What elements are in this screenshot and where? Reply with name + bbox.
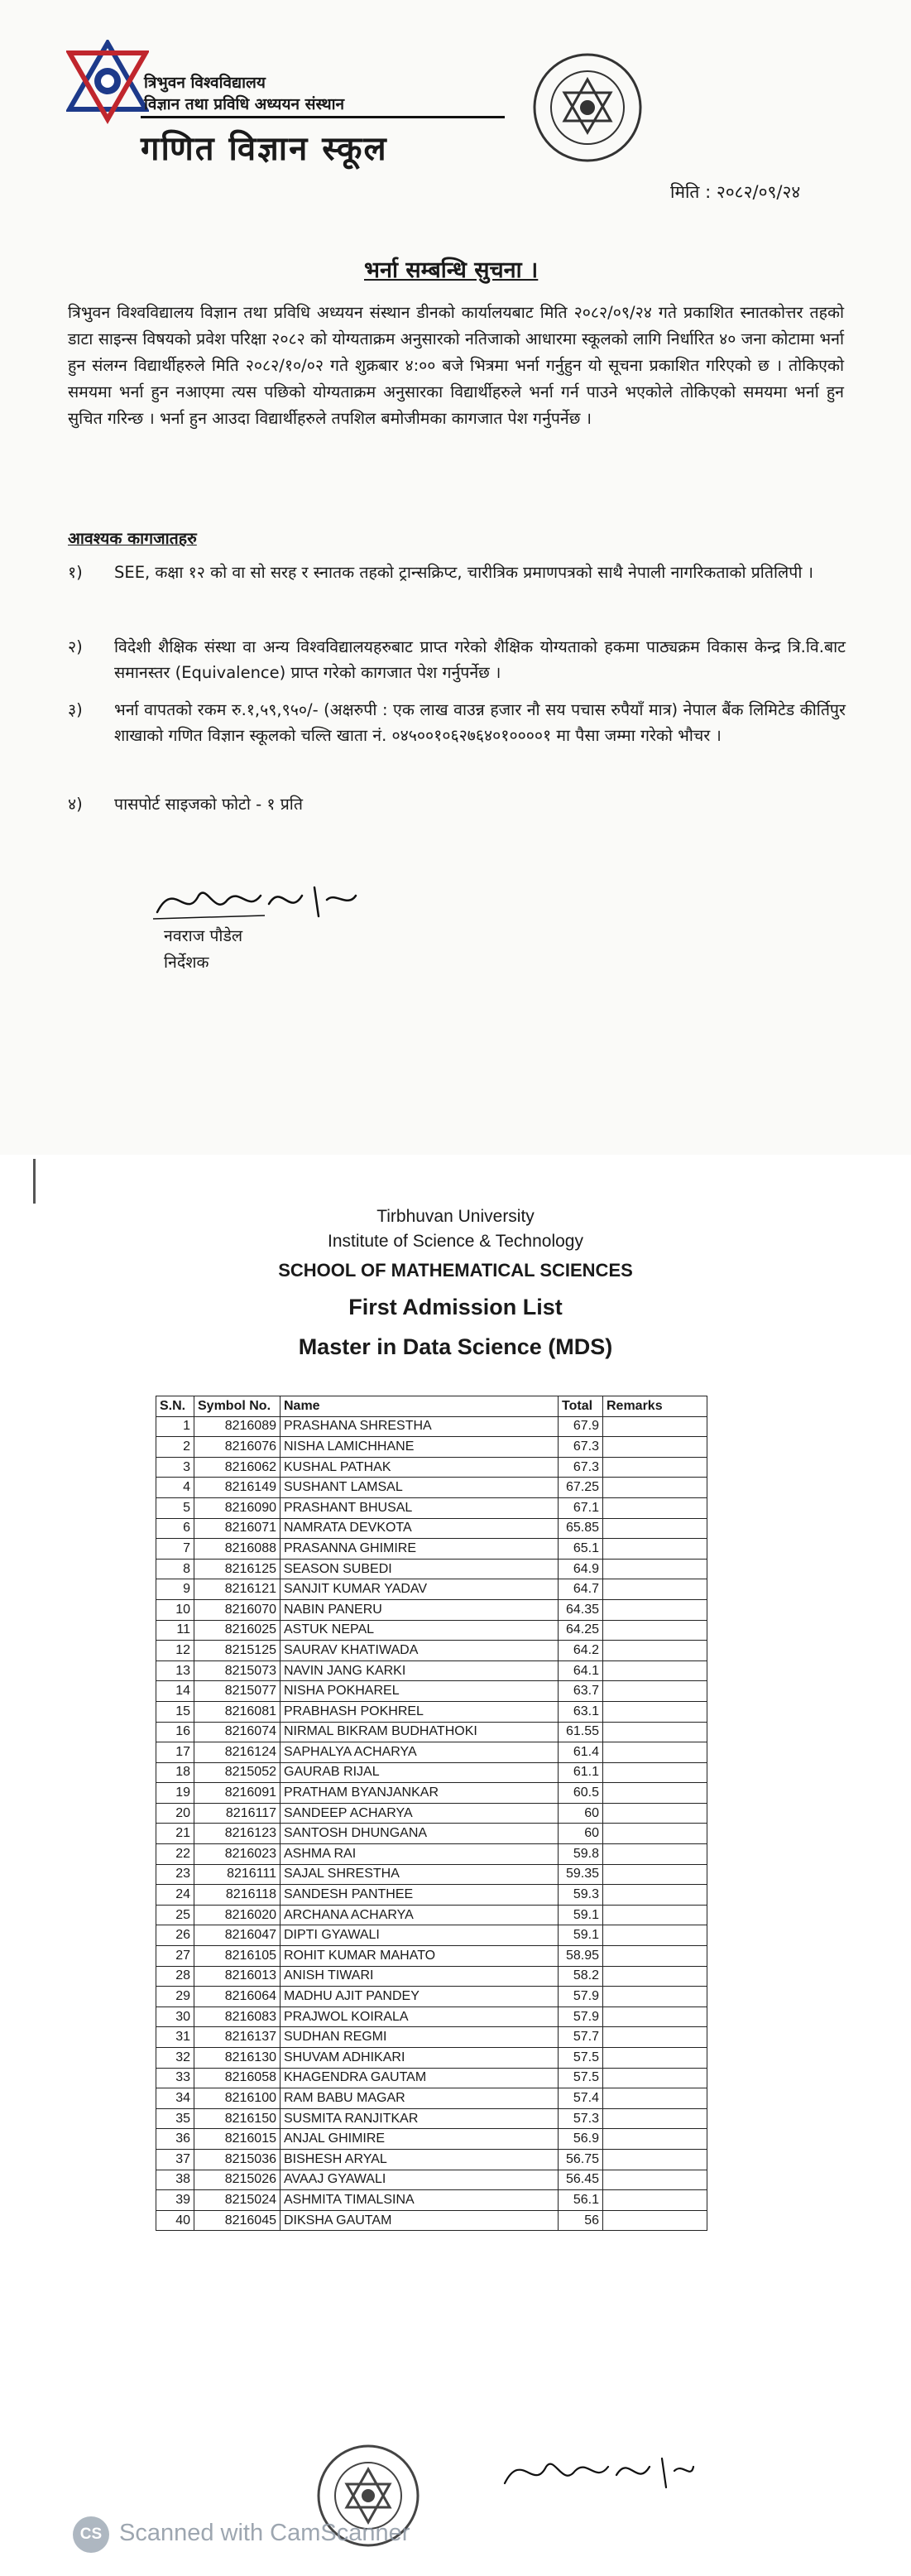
cell-name: SUSHANT LAMSAL bbox=[280, 1478, 559, 1498]
cell-remarks bbox=[603, 2006, 707, 2027]
cell-name: PRASANNA GHIMIRE bbox=[280, 1539, 559, 1560]
cell-remarks bbox=[603, 1885, 707, 1906]
cell-sn: 6 bbox=[156, 1518, 194, 1539]
cell-name: PRASHANT BHUSAL bbox=[280, 1497, 559, 1518]
header-rule bbox=[141, 116, 505, 118]
cell-name: SANJIT KUMAR YADAV bbox=[280, 1579, 559, 1600]
cell-remarks bbox=[603, 2129, 707, 2150]
cell-remarks bbox=[603, 1987, 707, 2007]
table-row bbox=[156, 1497, 707, 1518]
cell-total: 59.1 bbox=[559, 1925, 603, 1946]
header-sn: S.N. bbox=[156, 1396, 194, 1417]
cell-symbol: 8216015 bbox=[194, 2129, 280, 2150]
cell-sn: 10 bbox=[156, 1599, 194, 1620]
table-row bbox=[156, 2190, 707, 2211]
cell-total: 67.1 bbox=[559, 1497, 603, 1518]
cell-name: GAURAB RIJAL bbox=[280, 1762, 559, 1783]
cell-symbol: 8216130 bbox=[194, 2048, 280, 2069]
list-program: Master in Data Science (MDS) bbox=[298, 1334, 613, 1359]
cell-symbol: 8216076 bbox=[194, 1437, 280, 1458]
cell-symbol: 8215026 bbox=[194, 2170, 280, 2190]
requirement-number: २) bbox=[68, 637, 83, 656]
cell-name: ROHIT KUMAR MAHATO bbox=[280, 1946, 559, 1967]
cell-sn: 24 bbox=[156, 1885, 194, 1906]
cell-symbol: 8216088 bbox=[194, 1539, 280, 1560]
cell-sn: 4 bbox=[156, 1478, 194, 1498]
cell-name: SUDHAN REGMI bbox=[280, 2027, 559, 2048]
cell-remarks bbox=[603, 1905, 707, 1925]
requirement-number: १) bbox=[68, 563, 83, 582]
cell-total: 58.95 bbox=[559, 1946, 603, 1967]
cell-name: SANTOSH DHUNGANA bbox=[280, 1824, 559, 1844]
cell-remarks bbox=[603, 1722, 707, 1742]
cell-remarks bbox=[603, 2149, 707, 2170]
cell-remarks bbox=[603, 2088, 707, 2109]
cell-symbol: 8215052 bbox=[194, 1762, 280, 1783]
requirement-number: ४) bbox=[68, 795, 83, 814]
cell-name: KHAGENDRA GAUTAM bbox=[280, 2068, 559, 2088]
header-remarks: Remarks bbox=[603, 1396, 707, 1417]
cell-symbol: 8216137 bbox=[194, 2027, 280, 2048]
cell-remarks bbox=[603, 2190, 707, 2211]
cell-symbol: 8216074 bbox=[194, 1722, 280, 1742]
cell-remarks bbox=[603, 2027, 707, 2048]
cell-sn: 13 bbox=[156, 1660, 194, 1681]
cell-sn: 5 bbox=[156, 1497, 194, 1518]
table-row bbox=[156, 1946, 707, 1967]
cell-symbol: 8216064 bbox=[194, 1987, 280, 2007]
cell-sn: 26 bbox=[156, 1925, 194, 1946]
cell-total: 67.3 bbox=[559, 1457, 603, 1478]
cell-name: ASTUK NEPAL bbox=[280, 1620, 559, 1641]
requirement-item bbox=[68, 634, 846, 685]
cell-sn: 3 bbox=[156, 1457, 194, 1478]
cell-symbol: 8215036 bbox=[194, 2149, 280, 2170]
cell-remarks bbox=[603, 1579, 707, 1600]
cell-remarks bbox=[603, 1966, 707, 1987]
cell-remarks bbox=[603, 1864, 707, 1885]
admission-table bbox=[156, 1396, 707, 2231]
cell-sn: 20 bbox=[156, 1803, 194, 1824]
cell-name: BISHESH ARYAL bbox=[280, 2149, 559, 2170]
cell-total: 56 bbox=[559, 2210, 603, 2231]
table-row bbox=[156, 1539, 707, 1560]
institute-name: विज्ञान तथा प्रविधि अध्ययन संस्थान bbox=[144, 95, 345, 113]
cell-sn: 28 bbox=[156, 1966, 194, 1987]
list-title: First Admission List bbox=[348, 1295, 563, 1319]
cell-sn: 33 bbox=[156, 2068, 194, 2088]
cell-name: DIKSHA GAUTAM bbox=[280, 2210, 559, 2231]
cell-total: 57.5 bbox=[559, 2068, 603, 2088]
cell-total: 56.9 bbox=[559, 2129, 603, 2150]
cell-symbol: 8216149 bbox=[194, 1478, 280, 1498]
requirement-text: विदेशी शैक्षिक संस्था वा अन्य विश्वविद्यालयहरुबाट प्राप्त गरेको शैक्षिक योग्यताको हकमा पाठ्यक्रम विकास केन्द्र त्रि.वि.बाट समानस्तर (Equivalence) प्राप्त गरेको कागजात पेश गर्नुपर्नेछ । bbox=[114, 637, 846, 682]
cell-symbol: 8215024 bbox=[194, 2190, 280, 2211]
cell-total: 56.45 bbox=[559, 2170, 603, 2190]
cell-name: SEASON SUBEDI bbox=[280, 1559, 559, 1579]
director-signature bbox=[149, 871, 364, 929]
cell-sn: 14 bbox=[156, 1681, 194, 1702]
cell-sn: 2 bbox=[156, 1437, 194, 1458]
table-row bbox=[156, 1681, 707, 1702]
cell-total: 58.2 bbox=[559, 1966, 603, 1987]
requirement-text: पासपोर्ट साइजको फोटो - १ प्रति bbox=[114, 795, 303, 814]
cell-symbol: 8216089 bbox=[194, 1416, 280, 1437]
cell-name: SANDEEP ACHARYA bbox=[280, 1803, 559, 1824]
cell-sn: 36 bbox=[156, 2129, 194, 2150]
cell-sn: 19 bbox=[156, 1783, 194, 1804]
table-row bbox=[156, 1885, 707, 1906]
cell-symbol: 8216117 bbox=[194, 1803, 280, 1824]
cell-remarks bbox=[603, 1824, 707, 1844]
cell-sn: 35 bbox=[156, 2108, 194, 2129]
cell-sn: 17 bbox=[156, 1742, 194, 1763]
cell-symbol: 8215077 bbox=[194, 1681, 280, 1702]
cell-name: NISHA POKHAREL bbox=[280, 1681, 559, 1702]
cell-name: KUSHAL PATHAK bbox=[280, 1457, 559, 1478]
list-signature bbox=[496, 2442, 695, 2500]
cell-total: 57.9 bbox=[559, 2006, 603, 2027]
scan-edge-mark bbox=[33, 1159, 36, 1204]
cell-remarks bbox=[603, 1599, 707, 1620]
requirement-number: ३) bbox=[68, 700, 83, 719]
cell-total: 64.7 bbox=[559, 1579, 603, 1600]
table-row bbox=[156, 2108, 707, 2129]
cell-remarks bbox=[603, 1620, 707, 1641]
cell-name: SAPHALYA ACHARYA bbox=[280, 1742, 559, 1763]
cell-sn: 39 bbox=[156, 2190, 194, 2211]
cell-sn: 15 bbox=[156, 1701, 194, 1722]
cell-symbol: 8216091 bbox=[194, 1783, 280, 1804]
table-row bbox=[156, 1579, 707, 1600]
requirement-text: भर्ना वापतको रकम रु.१,५९,९५०/- (अक्षरुपी : एक लाख वाउन्न हजार नौ सय पचास रुपैयाँ मात्र) नेपाल बैंक लिमिटेड कीर्तिपुर शाखाको गणित विज्ञान स्कूलको चल्ति खाता नं. ०४५००१०६२७६४०१००००१ मा पैसा जम्मा गरेको भौचर । bbox=[114, 700, 846, 745]
cell-name: ASHMA RAI bbox=[280, 1844, 559, 1865]
cell-remarks bbox=[603, 1559, 707, 1579]
notice-title: भर्ना सम्बन्धि सुचना । bbox=[364, 257, 539, 283]
table-row bbox=[156, 2068, 707, 2088]
signer-title: निर्देशक bbox=[164, 953, 209, 972]
cell-remarks bbox=[603, 1478, 707, 1498]
table-row bbox=[156, 2170, 707, 2190]
cell-name: ASHMITA TIMALSINA bbox=[280, 2190, 559, 2211]
cell-name: NIRMAL BIKRAM BUDHATHOKI bbox=[280, 1722, 559, 1742]
table-row bbox=[156, 1783, 707, 1804]
requirement-item bbox=[68, 791, 846, 817]
table-row bbox=[156, 1966, 707, 1987]
cell-symbol: 8216121 bbox=[194, 1579, 280, 1600]
table-row bbox=[156, 1864, 707, 1885]
cell-symbol: 8216020 bbox=[194, 1905, 280, 1925]
cell-name: ANISH TIWARI bbox=[280, 1966, 559, 1987]
cell-remarks bbox=[603, 1437, 707, 1458]
cell-sn: 9 bbox=[156, 1579, 194, 1600]
cell-remarks bbox=[603, 1844, 707, 1865]
cell-symbol: 8216070 bbox=[194, 1599, 280, 1620]
cell-symbol: 8216025 bbox=[194, 1620, 280, 1641]
cell-total: 64.9 bbox=[559, 1559, 603, 1579]
table-row bbox=[156, 1641, 707, 1661]
table-row bbox=[156, 1742, 707, 1763]
cell-name: PRASHANA SHRESTHA bbox=[280, 1416, 559, 1437]
cell-symbol: 8216150 bbox=[194, 2108, 280, 2129]
official-seal bbox=[530, 50, 645, 166]
cell-symbol: 8216123 bbox=[194, 1824, 280, 1844]
cell-symbol: 8216124 bbox=[194, 1742, 280, 1763]
list-school: SCHOOL OF MATHEMATICAL SCIENCES bbox=[278, 1260, 633, 1281]
cell-symbol: 8216105 bbox=[194, 1946, 280, 1967]
cell-sn: 23 bbox=[156, 1864, 194, 1885]
cell-remarks bbox=[603, 1925, 707, 1946]
table-row bbox=[156, 1437, 707, 1458]
cell-total: 56.1 bbox=[559, 2190, 603, 2211]
cell-sn: 25 bbox=[156, 1905, 194, 1925]
cell-remarks bbox=[603, 2108, 707, 2129]
table-row bbox=[156, 1701, 707, 1722]
cell-remarks bbox=[603, 1497, 707, 1518]
cell-sn: 18 bbox=[156, 1762, 194, 1783]
cell-remarks bbox=[603, 1762, 707, 1783]
list-university: Tirbhuvan University bbox=[376, 1207, 535, 1226]
list-institute: Institute of Science & Technology bbox=[328, 1232, 583, 1251]
cell-sn: 1 bbox=[156, 1416, 194, 1437]
cell-name: NAVIN JANG KARKI bbox=[280, 1660, 559, 1681]
cell-sn: 7 bbox=[156, 1539, 194, 1560]
cell-symbol: 8216081 bbox=[194, 1701, 280, 1722]
cell-total: 61.1 bbox=[559, 1762, 603, 1783]
requirement-item bbox=[68, 697, 846, 748]
camscanner-logo: CS bbox=[73, 2516, 109, 2553]
cell-sn: 11 bbox=[156, 1620, 194, 1641]
cell-symbol: 8216125 bbox=[194, 1559, 280, 1579]
cell-sn: 8 bbox=[156, 1559, 194, 1579]
cell-sn: 27 bbox=[156, 1946, 194, 1967]
cell-total: 57.5 bbox=[559, 2048, 603, 2069]
requirement-item bbox=[68, 560, 846, 585]
cell-total: 60 bbox=[559, 1824, 603, 1844]
cell-name: DIPTI GYAWALI bbox=[280, 1925, 559, 1946]
table-row bbox=[156, 2149, 707, 2170]
table-row bbox=[156, 1762, 707, 1783]
notice-paragraph: त्रिभुवन विश्वविद्यालय विज्ञान तथा प्रविधि अध्ययन संस्थान डीनको कार्यालयबाट मिति २०८२/०९/२४ गते प्रकाशित स्नातकोत्तर तहको डाटा साइन्स विषयको प्रवेश परिक्षा २०८२ को योग्यताक्रम अनुसारको नतिजाको आधारमा स्कूलको लागि निर्धारित ४० जना कोटामा भर्ना हुन संलग्न विद्यार्थीहरुले मिति २०८२/१०/०२ गते शुक्रबार ४:०० बजे भित्रमा भर्ना गर्नुहुन यो सूचना प्रकाशित गरिएको छ । तोकिएको समयमा भर्ना हुन नआएमा त्यस पछिको योग्यताक्रम अनुसारका विद्यार्थीहरुले भर्ना गर्न पाउने भएकोले तोकिएको समयमा भर्ना हुन सुचित गरिन्छ । भर्ना हुन आउदा विद्यार्थीहरुले तपशिल बमोजीमका कागजात पेश गर्नुपर्नेछ । bbox=[68, 303, 844, 428]
table-row bbox=[156, 1987, 707, 2007]
table-row bbox=[156, 2129, 707, 2150]
signer-name: नवराज पौडेल bbox=[164, 926, 243, 945]
cell-total: 60 bbox=[559, 1803, 603, 1824]
table-row bbox=[156, 1518, 707, 1539]
table-row bbox=[156, 1620, 707, 1641]
cell-name: PRATHAM BYANJANKAR bbox=[280, 1783, 559, 1804]
table-row bbox=[156, 1457, 707, 1478]
cell-symbol: 8216058 bbox=[194, 2068, 280, 2088]
cell-total: 64.35 bbox=[559, 1599, 603, 1620]
table-header-row bbox=[156, 1396, 707, 1417]
table-row bbox=[156, 2088, 707, 2109]
cell-symbol: 8216045 bbox=[194, 2210, 280, 2231]
table-row bbox=[156, 1824, 707, 1844]
cell-total: 65.1 bbox=[559, 1539, 603, 1560]
cell-total: 64.1 bbox=[559, 1660, 603, 1681]
cell-sn: 21 bbox=[156, 1824, 194, 1844]
cell-remarks bbox=[603, 1681, 707, 1702]
cell-symbol: 8216062 bbox=[194, 1457, 280, 1478]
cell-sn: 29 bbox=[156, 1987, 194, 2007]
table-row bbox=[156, 1559, 707, 1579]
table-row bbox=[156, 2210, 707, 2231]
table-row bbox=[156, 2048, 707, 2069]
cell-sn: 34 bbox=[156, 2088, 194, 2109]
cell-sn: 31 bbox=[156, 2027, 194, 2048]
table-row bbox=[156, 1416, 707, 1437]
cell-remarks bbox=[603, 1660, 707, 1681]
cell-total: 64.2 bbox=[559, 1641, 603, 1661]
cell-name: NABIN PANERU bbox=[280, 1599, 559, 1620]
cell-total: 59.3 bbox=[559, 1885, 603, 1906]
cell-name: RAM BABU MAGAR bbox=[280, 2088, 559, 2109]
cell-remarks bbox=[603, 1742, 707, 1763]
cell-sn: 32 bbox=[156, 2048, 194, 2069]
cell-sn: 37 bbox=[156, 2149, 194, 2170]
cell-symbol: 8216013 bbox=[194, 1966, 280, 1987]
cell-total: 61.55 bbox=[559, 1722, 603, 1742]
cell-total: 65.85 bbox=[559, 1518, 603, 1539]
cell-symbol: 8216071 bbox=[194, 1518, 280, 1539]
cell-total: 59.1 bbox=[559, 1905, 603, 1925]
header-symbol: Symbol No. bbox=[194, 1396, 280, 1417]
cell-symbol: 8216100 bbox=[194, 2088, 280, 2109]
cell-name: SAJAL SHRESTHA bbox=[280, 1864, 559, 1885]
cell-symbol: 8216090 bbox=[194, 1497, 280, 1518]
cell-symbol: 8216118 bbox=[194, 1885, 280, 1906]
cell-total: 57.9 bbox=[559, 1987, 603, 2007]
cell-symbol: 8215073 bbox=[194, 1660, 280, 1681]
cell-name: SAURAV KHATIWADA bbox=[280, 1641, 559, 1661]
cell-name: SUSMITA RANJITKAR bbox=[280, 2108, 559, 2129]
scanner-watermark: Scanned with CamScanner bbox=[119, 2520, 410, 2546]
university-logo bbox=[66, 40, 149, 131]
cell-remarks bbox=[603, 2048, 707, 2069]
cell-name: SANDESH PANTHEE bbox=[280, 1885, 559, 1906]
table-row bbox=[156, 1599, 707, 1620]
requirement-text: SEE, कक्षा १२ को वा सो सरह र स्नातक तहको ट्रान्सक्रिप्ट, चारीत्रिक प्रमाणपत्रको साथै नेपाली नागरिकताको प्रतिलिपी । bbox=[114, 563, 813, 582]
cell-total: 61.4 bbox=[559, 1742, 603, 1763]
cell-total: 57.4 bbox=[559, 2088, 603, 2109]
notice-date: मिति : २०८२/०९/२४ bbox=[670, 182, 801, 202]
cell-remarks bbox=[603, 1783, 707, 1804]
cell-sn: 40 bbox=[156, 2210, 194, 2231]
cell-sn: 22 bbox=[156, 1844, 194, 1865]
cell-remarks bbox=[603, 1946, 707, 1967]
cell-total: 56.75 bbox=[559, 2149, 603, 2170]
cell-total: 63.7 bbox=[559, 1681, 603, 1702]
school-name: गणित विज्ञान स्कूल bbox=[141, 130, 388, 168]
cell-name: SHUVAM ADHIKARI bbox=[280, 2048, 559, 2069]
cell-total: 67.3 bbox=[559, 1437, 603, 1458]
cell-sn: 38 bbox=[156, 2170, 194, 2190]
cell-total: 67.9 bbox=[559, 1416, 603, 1437]
cell-name: MADHU AJIT PANDEY bbox=[280, 1987, 559, 2007]
cell-remarks bbox=[603, 1518, 707, 1539]
cell-total: 57.3 bbox=[559, 2108, 603, 2129]
cell-name: AVAAJ GYAWALI bbox=[280, 2170, 559, 2190]
header-total: Total bbox=[559, 1396, 603, 1417]
cell-remarks bbox=[603, 1641, 707, 1661]
cell-symbol: 8216083 bbox=[194, 2006, 280, 2027]
cell-remarks bbox=[603, 2210, 707, 2231]
table-row bbox=[156, 2006, 707, 2027]
cell-name: NISHA LAMICHHANE bbox=[280, 1437, 559, 1458]
cell-remarks bbox=[603, 1539, 707, 1560]
cell-symbol: 8215125 bbox=[194, 1641, 280, 1661]
table-row bbox=[156, 1803, 707, 1824]
cell-total: 59.35 bbox=[559, 1864, 603, 1885]
table-row bbox=[156, 2027, 707, 2048]
cell-sn: 12 bbox=[156, 1641, 194, 1661]
table-row bbox=[156, 1660, 707, 1681]
table-row bbox=[156, 1722, 707, 1742]
cell-sn: 30 bbox=[156, 2006, 194, 2027]
table-row bbox=[156, 1478, 707, 1498]
cell-name: NAMRATA DEVKOTA bbox=[280, 1518, 559, 1539]
requirements-heading: आवश्यक कागजातहरु bbox=[68, 529, 197, 548]
cell-symbol: 8216111 bbox=[194, 1864, 280, 1885]
cell-remarks bbox=[603, 1416, 707, 1437]
cell-total: 57.7 bbox=[559, 2027, 603, 2048]
cell-name: ARCHANA ACHARYA bbox=[280, 1905, 559, 1925]
cell-total: 67.25 bbox=[559, 1478, 603, 1498]
cell-name: PRABHASH POKHREL bbox=[280, 1701, 559, 1722]
cell-total: 60.5 bbox=[559, 1783, 603, 1804]
cell-name: ANJAL GHIMIRE bbox=[280, 2129, 559, 2150]
cell-total: 59.8 bbox=[559, 1844, 603, 1865]
cell-remarks bbox=[603, 1701, 707, 1722]
cell-sn: 16 bbox=[156, 1722, 194, 1742]
cell-total: 64.25 bbox=[559, 1620, 603, 1641]
cell-remarks bbox=[603, 2068, 707, 2088]
table-row bbox=[156, 1844, 707, 1865]
university-name: त्रिभुवन विश्वविद्यालय bbox=[144, 74, 266, 92]
cell-symbol: 8216047 bbox=[194, 1925, 280, 1946]
cell-remarks bbox=[603, 1803, 707, 1824]
cell-remarks bbox=[603, 2170, 707, 2190]
cell-remarks bbox=[603, 1457, 707, 1478]
header-name: Name bbox=[280, 1396, 559, 1417]
cell-total: 63.1 bbox=[559, 1701, 603, 1722]
table-row bbox=[156, 1905, 707, 1925]
table-row bbox=[156, 1925, 707, 1946]
cell-symbol: 8216023 bbox=[194, 1844, 280, 1865]
cell-name: PRAJWOL KOIRALA bbox=[280, 2006, 559, 2027]
